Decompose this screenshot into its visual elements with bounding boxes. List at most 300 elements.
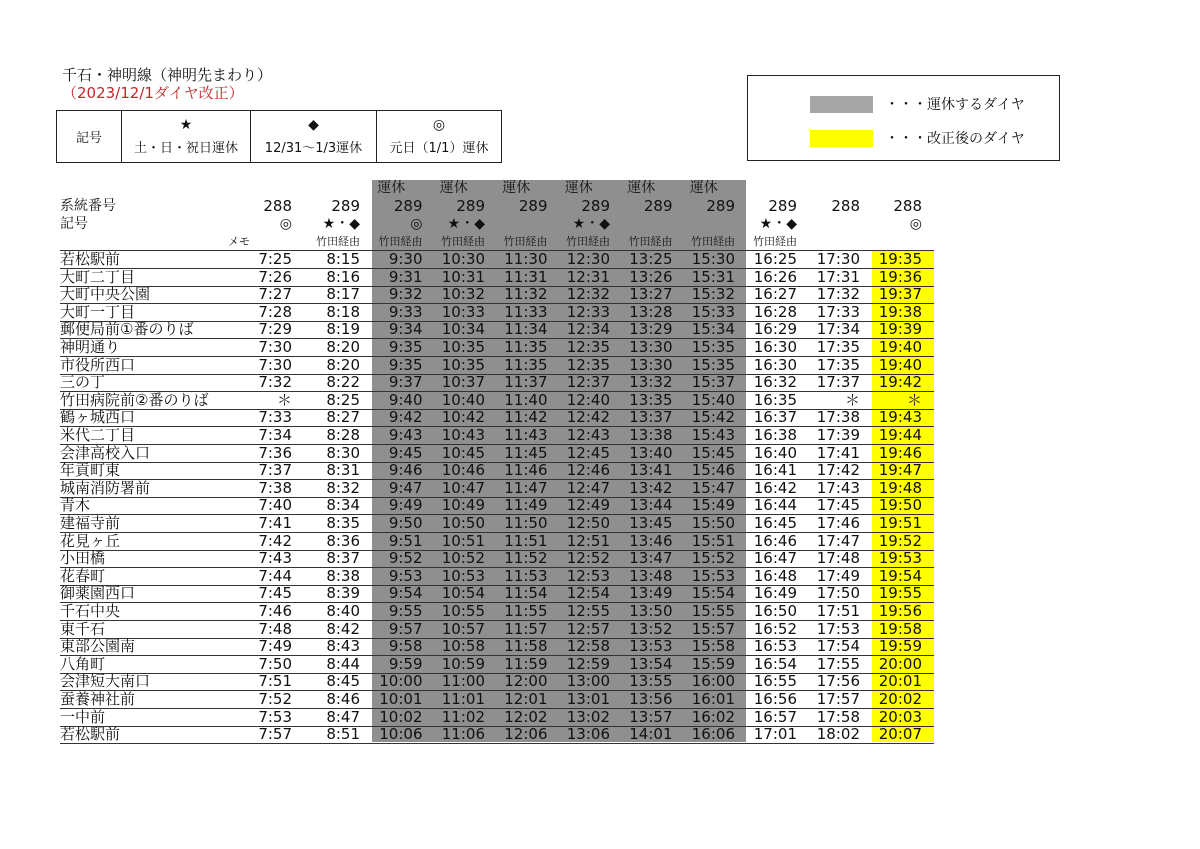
- departure-time: 10:59: [441, 654, 485, 673]
- departure-time: 11:53: [504, 566, 548, 585]
- departure-time: 7:26: [258, 267, 292, 286]
- departure-time: ＊: [276, 390, 292, 409]
- departure-time: 17:32: [816, 285, 860, 304]
- legend-revised: ・・・改正後のダイヤ: [810, 128, 1025, 148]
- departure-time: 9:35: [388, 355, 423, 374]
- table-row: [60, 673, 934, 691]
- departure-time: 8:22: [326, 373, 360, 392]
- departure-time: 17:57: [816, 690, 860, 708]
- departure-time: 9:43: [388, 426, 423, 444]
- departure-time: 11:32: [504, 285, 548, 304]
- diamond-icon: ◆: [308, 116, 319, 133]
- departure-time: 8:40: [326, 602, 360, 620]
- departure-time: 19:53: [878, 549, 922, 568]
- departure-time: 15:54: [691, 584, 735, 603]
- departure-time: 17:01: [753, 725, 797, 744]
- departure-time: 7:46: [258, 602, 292, 620]
- departure-time: 12:40: [566, 390, 610, 409]
- departure-time: 15:52: [691, 549, 735, 568]
- row-label: 系統番号: [60, 198, 116, 214]
- departure-time: 13:28: [629, 302, 673, 321]
- departure-time: 19:51: [878, 514, 922, 532]
- memo-row: [60, 233, 922, 250]
- departure-time: 13:53: [629, 637, 673, 656]
- table-row: [60, 269, 934, 287]
- table-row: [60, 374, 934, 392]
- departure-time: 13:38: [629, 426, 673, 444]
- departure-time: 13:57: [629, 707, 673, 726]
- stop-name: 青木: [60, 496, 91, 515]
- memo-text: 竹田経由: [316, 235, 360, 248]
- memo-text: 竹田経由: [628, 235, 673, 248]
- symbol-legend-double-circle: ◎ 元日（1/1）運休: [377, 111, 502, 163]
- departure-time: 19:50: [878, 496, 922, 515]
- departure-time: 13:32: [629, 373, 673, 392]
- departure-time: 9:40: [388, 390, 423, 409]
- departure-time: 19:58: [878, 619, 922, 638]
- departure-time: 20:01: [878, 672, 922, 691]
- departure-time: 19:35: [878, 250, 922, 268]
- departure-time: 7:41: [258, 514, 292, 532]
- departure-time: 20:00: [878, 654, 922, 673]
- suspended-label: 運休: [502, 180, 531, 196]
- departure-time: 11:06: [441, 725, 485, 744]
- departure-time: 9:53: [388, 566, 423, 585]
- departure-time: 13:54: [629, 654, 673, 673]
- departure-time: 16:25: [753, 250, 797, 268]
- departure-time: 16:35: [753, 390, 797, 409]
- departure-time: 10:30: [441, 250, 485, 268]
- departure-time: 7:33: [258, 408, 292, 427]
- departure-time: 10:50: [441, 514, 485, 532]
- departure-time: 17:31: [816, 267, 860, 286]
- row-label: 記号: [60, 216, 88, 232]
- departure-time: 17:34: [816, 320, 860, 339]
- departure-time: 13:42: [629, 478, 673, 497]
- departure-time: 17:38: [816, 408, 860, 427]
- departure-time: 12:35: [566, 355, 610, 374]
- departure-time: 17:49: [816, 566, 860, 585]
- departure-time: 15:50: [691, 514, 735, 532]
- stop-name: 東部公園南: [60, 637, 136, 656]
- departure-time: 12:57: [566, 619, 610, 638]
- stop-name: 年貢町東: [60, 461, 121, 480]
- memo-text: [250, 233, 292, 250]
- departure-time: 17:50: [816, 584, 860, 603]
- departure-time: 16:54: [753, 654, 797, 673]
- stop-name: 小田橋: [60, 549, 106, 568]
- route-number: 289: [768, 197, 797, 215]
- departure-time: 8:28: [326, 426, 360, 444]
- departure-time: 16:01: [691, 690, 735, 708]
- departure-time: 10:33: [441, 302, 485, 321]
- double-circle-icon: ◎: [432, 116, 446, 133]
- departure-time: 8:20: [326, 338, 360, 356]
- table-row: [60, 621, 934, 639]
- page-title: 千石・神明線（神明先まわり）: [62, 66, 273, 84]
- route-number: 289: [643, 197, 673, 215]
- departure-time: 16:37: [753, 408, 797, 427]
- departure-time: 8:15: [326, 250, 360, 268]
- mark-symbol: ★・◆: [447, 216, 485, 232]
- departure-time: 20:02: [878, 690, 922, 708]
- departure-time: 7:50: [258, 654, 292, 673]
- route-number: 289: [518, 197, 548, 215]
- departure-time: 9:58: [388, 637, 423, 656]
- departure-time: 7:51: [258, 672, 292, 691]
- stop-name: 建福寺前: [60, 514, 121, 532]
- table-row: [60, 251, 934, 269]
- stop-name: 三の丁: [60, 373, 106, 392]
- departure-time: 7:38: [258, 478, 292, 497]
- departure-time: 10:49: [441, 496, 485, 515]
- departure-time: 12:31: [566, 267, 610, 286]
- route-number: 288: [831, 197, 860, 215]
- mark-symbol: ◎: [279, 216, 292, 232]
- departure-time: 13:25: [629, 250, 673, 268]
- departure-time: 8:37: [326, 549, 360, 568]
- stop-name: 会津高校入口: [60, 443, 151, 462]
- departure-time: 19:47: [878, 461, 922, 480]
- departure-time: 12:37: [566, 373, 610, 392]
- departure-time: 16:57: [753, 707, 797, 726]
- departure-time: 12:55: [566, 602, 610, 620]
- departure-time: 7:57: [258, 725, 292, 744]
- departure-time: 7:45: [258, 584, 292, 603]
- departure-time: 10:35: [441, 355, 485, 374]
- departure-time: 16:29: [753, 320, 797, 339]
- route-number: 288: [893, 197, 922, 215]
- departure-time: 10:57: [441, 619, 485, 638]
- table-row: [60, 409, 934, 427]
- departure-time: 11:35: [504, 355, 548, 374]
- departure-time: 20:07: [878, 725, 922, 744]
- departure-time: 9:54: [388, 584, 423, 603]
- departure-time: 15:46: [691, 461, 735, 480]
- departure-time: 16:30: [753, 355, 797, 374]
- stop-name: 花見ヶ丘: [60, 531, 121, 550]
- departure-time: 15:43: [691, 426, 735, 444]
- departure-time: 15:45: [691, 443, 735, 462]
- departure-time: 8:19: [326, 320, 360, 339]
- departure-time: ＊: [906, 390, 922, 409]
- departure-time: 7:36: [258, 443, 292, 462]
- stop-name: 会津短大南口: [60, 672, 151, 691]
- departure-time: 11:55: [504, 602, 548, 620]
- stop-name: 花春町: [60, 566, 106, 585]
- departure-time: 13:30: [629, 355, 673, 374]
- route-number: 289: [331, 197, 360, 215]
- departure-time: 13:26: [629, 267, 673, 286]
- departure-time: 8:27: [326, 408, 360, 427]
- departure-time: 7:43: [258, 549, 292, 568]
- row-label: [60, 180, 250, 197]
- mark-symbol: [610, 216, 673, 233]
- route-number: 289: [581, 197, 610, 215]
- stop-name: 八角町: [60, 654, 106, 673]
- stop-name: 市役所西口: [60, 355, 136, 374]
- table-row: [60, 286, 934, 304]
- departure-time: 13:52: [629, 619, 673, 638]
- departure-time: 10:51: [441, 531, 485, 550]
- departure-time: 17:42: [816, 461, 860, 480]
- table-row: [60, 445, 934, 463]
- mark-symbol: ★・◆: [759, 216, 797, 232]
- departure-time: 16:02: [691, 707, 735, 726]
- departure-time: 16:42: [753, 478, 797, 497]
- departure-time: 19:54: [878, 566, 922, 585]
- departure-time: 9:52: [388, 549, 423, 568]
- stop-name: 蚕養神社前: [60, 690, 136, 708]
- departure-time: 7:42: [258, 531, 292, 550]
- departure-time: 10:06: [379, 725, 423, 744]
- departure-time: 17:51: [816, 602, 860, 620]
- departure-time: 19:52: [878, 531, 922, 550]
- departure-time: 19:38: [878, 302, 922, 321]
- departure-time: 11:40: [504, 390, 548, 409]
- table-row: [60, 427, 934, 445]
- departure-time: 16:52: [753, 619, 797, 638]
- stop-name: 郵便局前①番のりば: [60, 320, 194, 339]
- departure-time: 15:32: [691, 285, 735, 304]
- departure-time: 7:30: [258, 338, 292, 356]
- header-divider: [60, 250, 934, 251]
- suspended-label: 運休: [627, 180, 656, 196]
- departure-time: 7:40: [258, 496, 292, 515]
- departure-time: 17:48: [816, 549, 860, 568]
- departure-time: 7:44: [258, 566, 292, 585]
- departure-time: 16:06: [691, 725, 735, 744]
- memo-text: [797, 233, 860, 250]
- departure-time: 12:42: [566, 408, 610, 427]
- symbol-legend-table: [56, 110, 502, 163]
- departure-time: 15:31: [691, 267, 735, 286]
- stop-name: 大町二丁目: [60, 267, 136, 286]
- departure-time: 11:43: [504, 426, 548, 444]
- departure-time: 19:40: [878, 338, 922, 356]
- departure-time: 19:46: [878, 443, 922, 462]
- departure-time: 13:49: [629, 584, 673, 603]
- departure-time: 10:46: [441, 461, 485, 480]
- departure-time: 19:43: [878, 408, 922, 427]
- departure-time: 19:39: [878, 320, 922, 339]
- departure-time: 12:34: [566, 320, 610, 339]
- departure-time: 15:53: [691, 566, 735, 585]
- departure-time: 17:39: [816, 426, 860, 444]
- suspended-header-row: [60, 180, 922, 197]
- departure-time: 20:03: [878, 707, 922, 726]
- departure-time: 11:57: [504, 619, 548, 638]
- mark-symbol: [797, 216, 860, 233]
- table-row: [60, 339, 934, 357]
- departure-time: 9:31: [388, 267, 423, 286]
- departure-time: 17:43: [816, 478, 860, 497]
- mark-symbol: ★・◆: [572, 216, 610, 232]
- departure-time: 11:33: [504, 302, 548, 321]
- departure-time: ＊: [844, 390, 860, 409]
- stop-name: 御薬園西口: [60, 584, 136, 603]
- departure-time: 8:35: [326, 514, 360, 532]
- table-row: [60, 515, 934, 533]
- departure-time: 13:37: [629, 408, 673, 427]
- departure-time: 7:27: [258, 285, 292, 304]
- departure-time: 11:37: [504, 373, 548, 392]
- stop-name: 若松駅前: [60, 725, 121, 744]
- departure-time: 16:27: [753, 285, 797, 304]
- departure-time: 16:30: [753, 338, 797, 356]
- mark-symbol: ◎: [909, 216, 922, 232]
- departure-time: 12:02: [504, 707, 548, 726]
- departure-time: 10:01: [379, 690, 423, 708]
- departure-time: 12:33: [566, 302, 610, 321]
- departure-time: 17:45: [816, 496, 860, 515]
- departure-time: 19:56: [878, 602, 922, 620]
- departure-time: 16:49: [753, 584, 797, 603]
- departure-time: 11:35: [504, 338, 548, 356]
- departure-time: 13:06: [566, 725, 610, 744]
- departure-time: 10:58: [441, 637, 485, 656]
- table-row: [60, 304, 934, 322]
- memo-text: 竹田経由: [503, 235, 548, 248]
- departure-time: 8:16: [326, 267, 360, 286]
- table-row: [60, 568, 934, 586]
- departure-time: 12:54: [566, 584, 610, 603]
- memo-text: 竹田経由: [378, 235, 423, 248]
- departure-time: 16:45: [753, 514, 797, 532]
- departure-time: 11:58: [504, 637, 548, 656]
- departure-time: 13:48: [629, 566, 673, 585]
- departure-time: 13:56: [629, 690, 673, 708]
- departure-time: 9:32: [388, 285, 423, 304]
- departure-time: 18:02: [816, 725, 860, 744]
- memo-text: 竹田経由: [753, 235, 797, 248]
- stop-name: 大町一丁目: [60, 302, 136, 321]
- departure-time: 9:51: [388, 531, 423, 550]
- departure-time: 12:45: [566, 443, 610, 462]
- departure-time: 11:01: [441, 690, 485, 708]
- departure-time: 10:53: [441, 566, 485, 585]
- departure-time: 15:34: [691, 320, 735, 339]
- departure-time: 9:33: [388, 302, 423, 321]
- departure-time: 16:44: [753, 496, 797, 515]
- table-row: [60, 533, 934, 551]
- departure-time: 8:17: [326, 285, 360, 304]
- departure-time: 13:29: [629, 320, 673, 339]
- departure-time: 16:40: [753, 443, 797, 462]
- departure-time: 12:01: [504, 690, 548, 708]
- stop-name: 米代二丁目: [60, 426, 136, 444]
- departure-time: 7:28: [258, 302, 292, 321]
- departure-time: 19:40: [878, 355, 922, 374]
- departure-time: 8:42: [326, 619, 360, 638]
- suspended-label: [250, 180, 292, 197]
- departure-time: 8:51: [326, 725, 360, 744]
- departure-time: 9:59: [388, 654, 423, 673]
- stop-name: 東千石: [60, 619, 106, 638]
- departure-time: 10:32: [441, 285, 485, 304]
- departure-time: 13:47: [629, 549, 673, 568]
- table-row: [60, 497, 934, 515]
- departure-time: 7:29: [258, 320, 292, 339]
- departure-time: 8:31: [326, 461, 360, 480]
- memo-text: 竹田経由: [441, 235, 485, 248]
- departure-time: 13:00: [566, 672, 610, 691]
- departure-time: 11:34: [504, 320, 548, 339]
- departure-time: 9:45: [388, 443, 423, 462]
- departure-time: 10:54: [441, 584, 485, 603]
- departure-time: 9:30: [388, 250, 423, 268]
- departure-time: 16:26: [753, 267, 797, 286]
- departure-time: 15:58: [691, 637, 735, 656]
- departure-time: 9:55: [388, 602, 423, 620]
- departure-time: 10:34: [441, 320, 485, 339]
- route-number: 288: [263, 197, 292, 215]
- departure-time: 10:37: [441, 373, 485, 392]
- table-row: [60, 726, 934, 744]
- departure-time: 7:48: [258, 619, 292, 638]
- departure-time: 17:35: [816, 338, 860, 356]
- stop-name: 一中前: [60, 707, 106, 726]
- departure-time: 15:42: [691, 408, 735, 427]
- departure-time: 19:59: [878, 637, 922, 656]
- departure-time: 11:47: [504, 478, 548, 497]
- departure-time: 19:36: [878, 267, 922, 286]
- departure-time: 16:53: [753, 637, 797, 656]
- departure-time: 9:37: [388, 373, 423, 392]
- departure-time: 9:34: [388, 320, 423, 339]
- departure-time: 8:36: [326, 531, 360, 550]
- departure-time: 11:30: [504, 250, 548, 268]
- departure-time: 12:00: [504, 672, 548, 691]
- departure-time: 8:30: [326, 443, 360, 462]
- departure-time: 8:25: [326, 390, 360, 409]
- departure-time: 11:51: [504, 531, 548, 550]
- route-number: 289: [393, 197, 423, 215]
- table-row: [60, 691, 934, 709]
- departure-time: 15:35: [691, 355, 735, 374]
- departure-time: 15:51: [691, 531, 735, 550]
- suspended-label: [860, 180, 922, 197]
- departure-time: 16:55: [753, 672, 797, 691]
- star-icon: ★: [179, 116, 193, 133]
- suspended-label: [735, 180, 797, 197]
- departure-time: 16:28: [753, 302, 797, 321]
- table-row: [60, 392, 934, 410]
- legend-suspended: ・・・運休するダイヤ: [810, 94, 1025, 114]
- gray-swatch: [810, 96, 873, 113]
- departure-time: 15:47: [691, 478, 735, 497]
- mark-symbol: [485, 216, 548, 233]
- symbol-legend-label: 記号: [57, 111, 122, 163]
- departure-time: 17:53: [816, 619, 860, 638]
- mark-symbol: ◎: [410, 216, 423, 232]
- table-row: [60, 656, 934, 674]
- departure-time: 19:48: [878, 478, 922, 497]
- departure-time: 17:30: [816, 250, 860, 268]
- departure-time: 7:32: [258, 373, 292, 392]
- departure-time: 9:57: [388, 619, 423, 638]
- departure-time: 12:47: [566, 478, 610, 497]
- departure-time: 10:45: [441, 443, 485, 462]
- departure-time: 10:52: [441, 549, 485, 568]
- departure-time: 7:37: [258, 461, 292, 480]
- departure-time: 9:47: [388, 478, 423, 497]
- departure-time: 8:39: [326, 584, 360, 603]
- memo-text: 竹田経由: [691, 235, 735, 248]
- departure-time: 13:44: [629, 496, 673, 515]
- departure-time: 16:47: [753, 549, 797, 568]
- departure-time: 11:46: [504, 461, 548, 480]
